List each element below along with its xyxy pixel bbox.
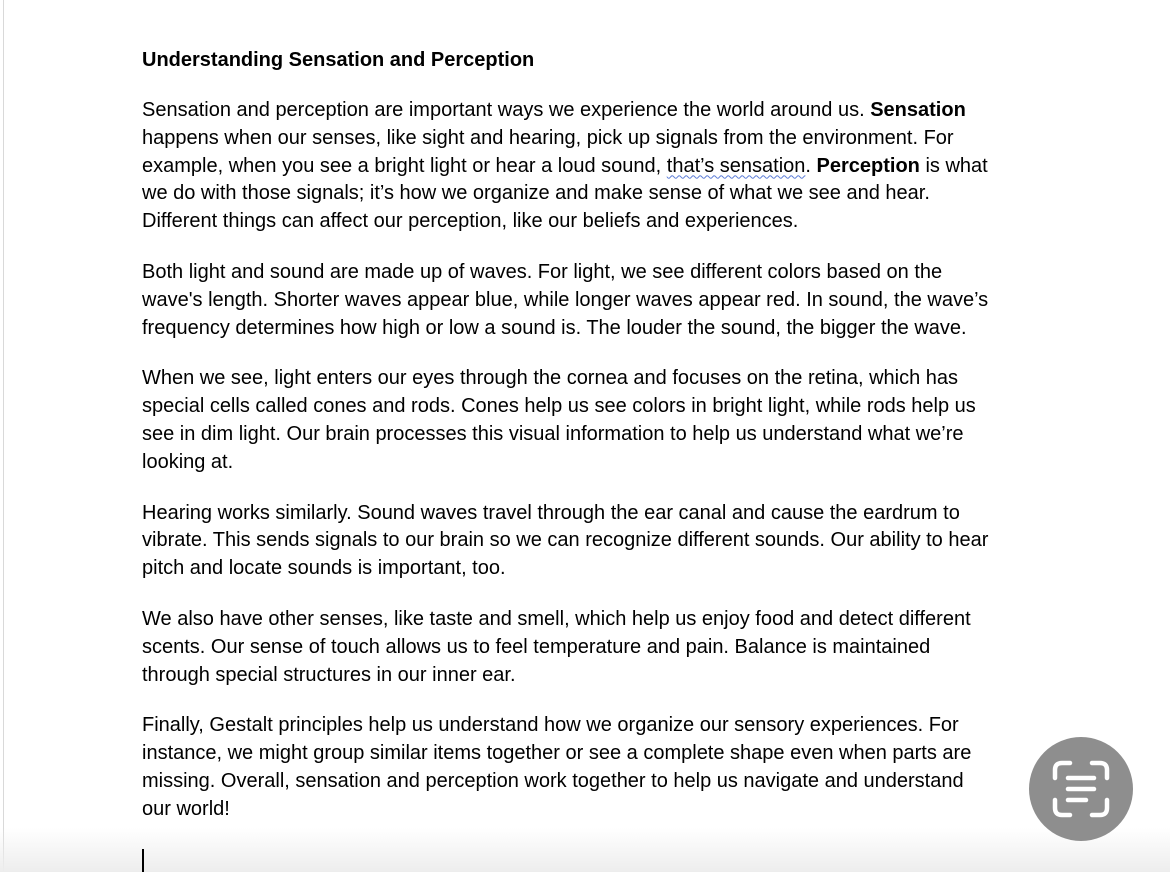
text-run: is what	[919, 154, 988, 177]
paragraph-line: through special structures in our inner ear.	[142, 663, 516, 686]
text-run: example, when you see a bright light or hear a loud sound,	[142, 154, 667, 177]
paragraph-line: When we see, light enters our eyes through the cornea and focuses on the retina, which has	[142, 367, 959, 390]
paragraph-line: pitch and locate sounds is important, too.	[142, 557, 506, 580]
paragraph-line: we do with those signals; it’s how we organize and make sense of what we see and hear.	[142, 182, 930, 205]
paragraph-line	[142, 153, 1042, 181]
paragraph-line: happens when our senses, like sight and hearing, pick up signals from the environment. For	[142, 126, 954, 149]
paragraph-4	[142, 500, 1042, 583]
paragraph-line: looking at.	[142, 450, 234, 473]
bold-term-perception: Perception	[816, 154, 920, 177]
paragraph-line: missing. Overall, sensation and perception work together to help us navigate and understand	[142, 769, 964, 792]
paragraph-line: special cells called cones and rods. Cones help us see colors in bright light, while rods help us	[142, 395, 976, 418]
paragraph-6	[142, 712, 1042, 823]
text-run: Sensation and perception are important ways we experience the world around us.	[142, 99, 871, 121]
paragraph-line: We also have other senses, like taste and smell, which help us enjoy food and detect different	[142, 607, 971, 630]
page-left-border	[3, 0, 4, 872]
text-scan-button[interactable]	[1029, 737, 1133, 841]
document-title: Understanding Sensation and Perception	[142, 49, 535, 71]
paragraph-line: scents. Our sense of touch allows us to feel temperature and pain. Balance is maintained	[142, 635, 931, 658]
paragraph-line	[142, 97, 1042, 125]
page-bottom-shadow	[0, 828, 1170, 872]
paragraph-line: Hearing works similarly. Sound waves travel through the ear canal and cause the eardrum to	[142, 501, 960, 524]
text-cursor	[142, 849, 144, 872]
paragraph-line: frequency determines how high or low a sound is. The louder the sound, the bigger the wave.	[142, 316, 967, 339]
paragraph-line: Different things can affect our perception, like our beliefs and experiences.	[142, 210, 799, 233]
bold-term-sensation: Sensation	[870, 99, 966, 121]
paragraph-2	[142, 259, 1042, 342]
text-run: .	[805, 154, 817, 177]
spellcheck-flagged-text[interactable]: that’s sensation	[666, 154, 806, 177]
paragraph-line: vibrate. This sends signals to our brain so we can recognize different sounds. Our ability to hear	[142, 529, 989, 552]
paragraph-1	[142, 97, 1042, 236]
paragraph-5	[142, 606, 1042, 689]
paragraph-line: see in dim light. Our brain processes this visual information to help us understand what we’re	[142, 422, 964, 445]
paragraph-line: Both light and sound are made up of waves. For light, we see different colors based on the	[142, 260, 943, 283]
paragraph-line: instance, we might group similar items together or see a complete shape even when parts are	[142, 742, 972, 765]
document-body[interactable]	[142, 46, 1042, 847]
paragraph-line: Finally, Gestalt principles help us understand how we organize our sensory experiences. For	[142, 714, 959, 737]
paragraph-3	[142, 365, 1042, 476]
paragraph-line: our world!	[142, 797, 230, 820]
text-scan-icon	[1050, 758, 1112, 820]
paragraph-line: wave's length. Shorter waves appear blue, while longer waves appear red. In sound, the wave’s	[142, 288, 989, 311]
